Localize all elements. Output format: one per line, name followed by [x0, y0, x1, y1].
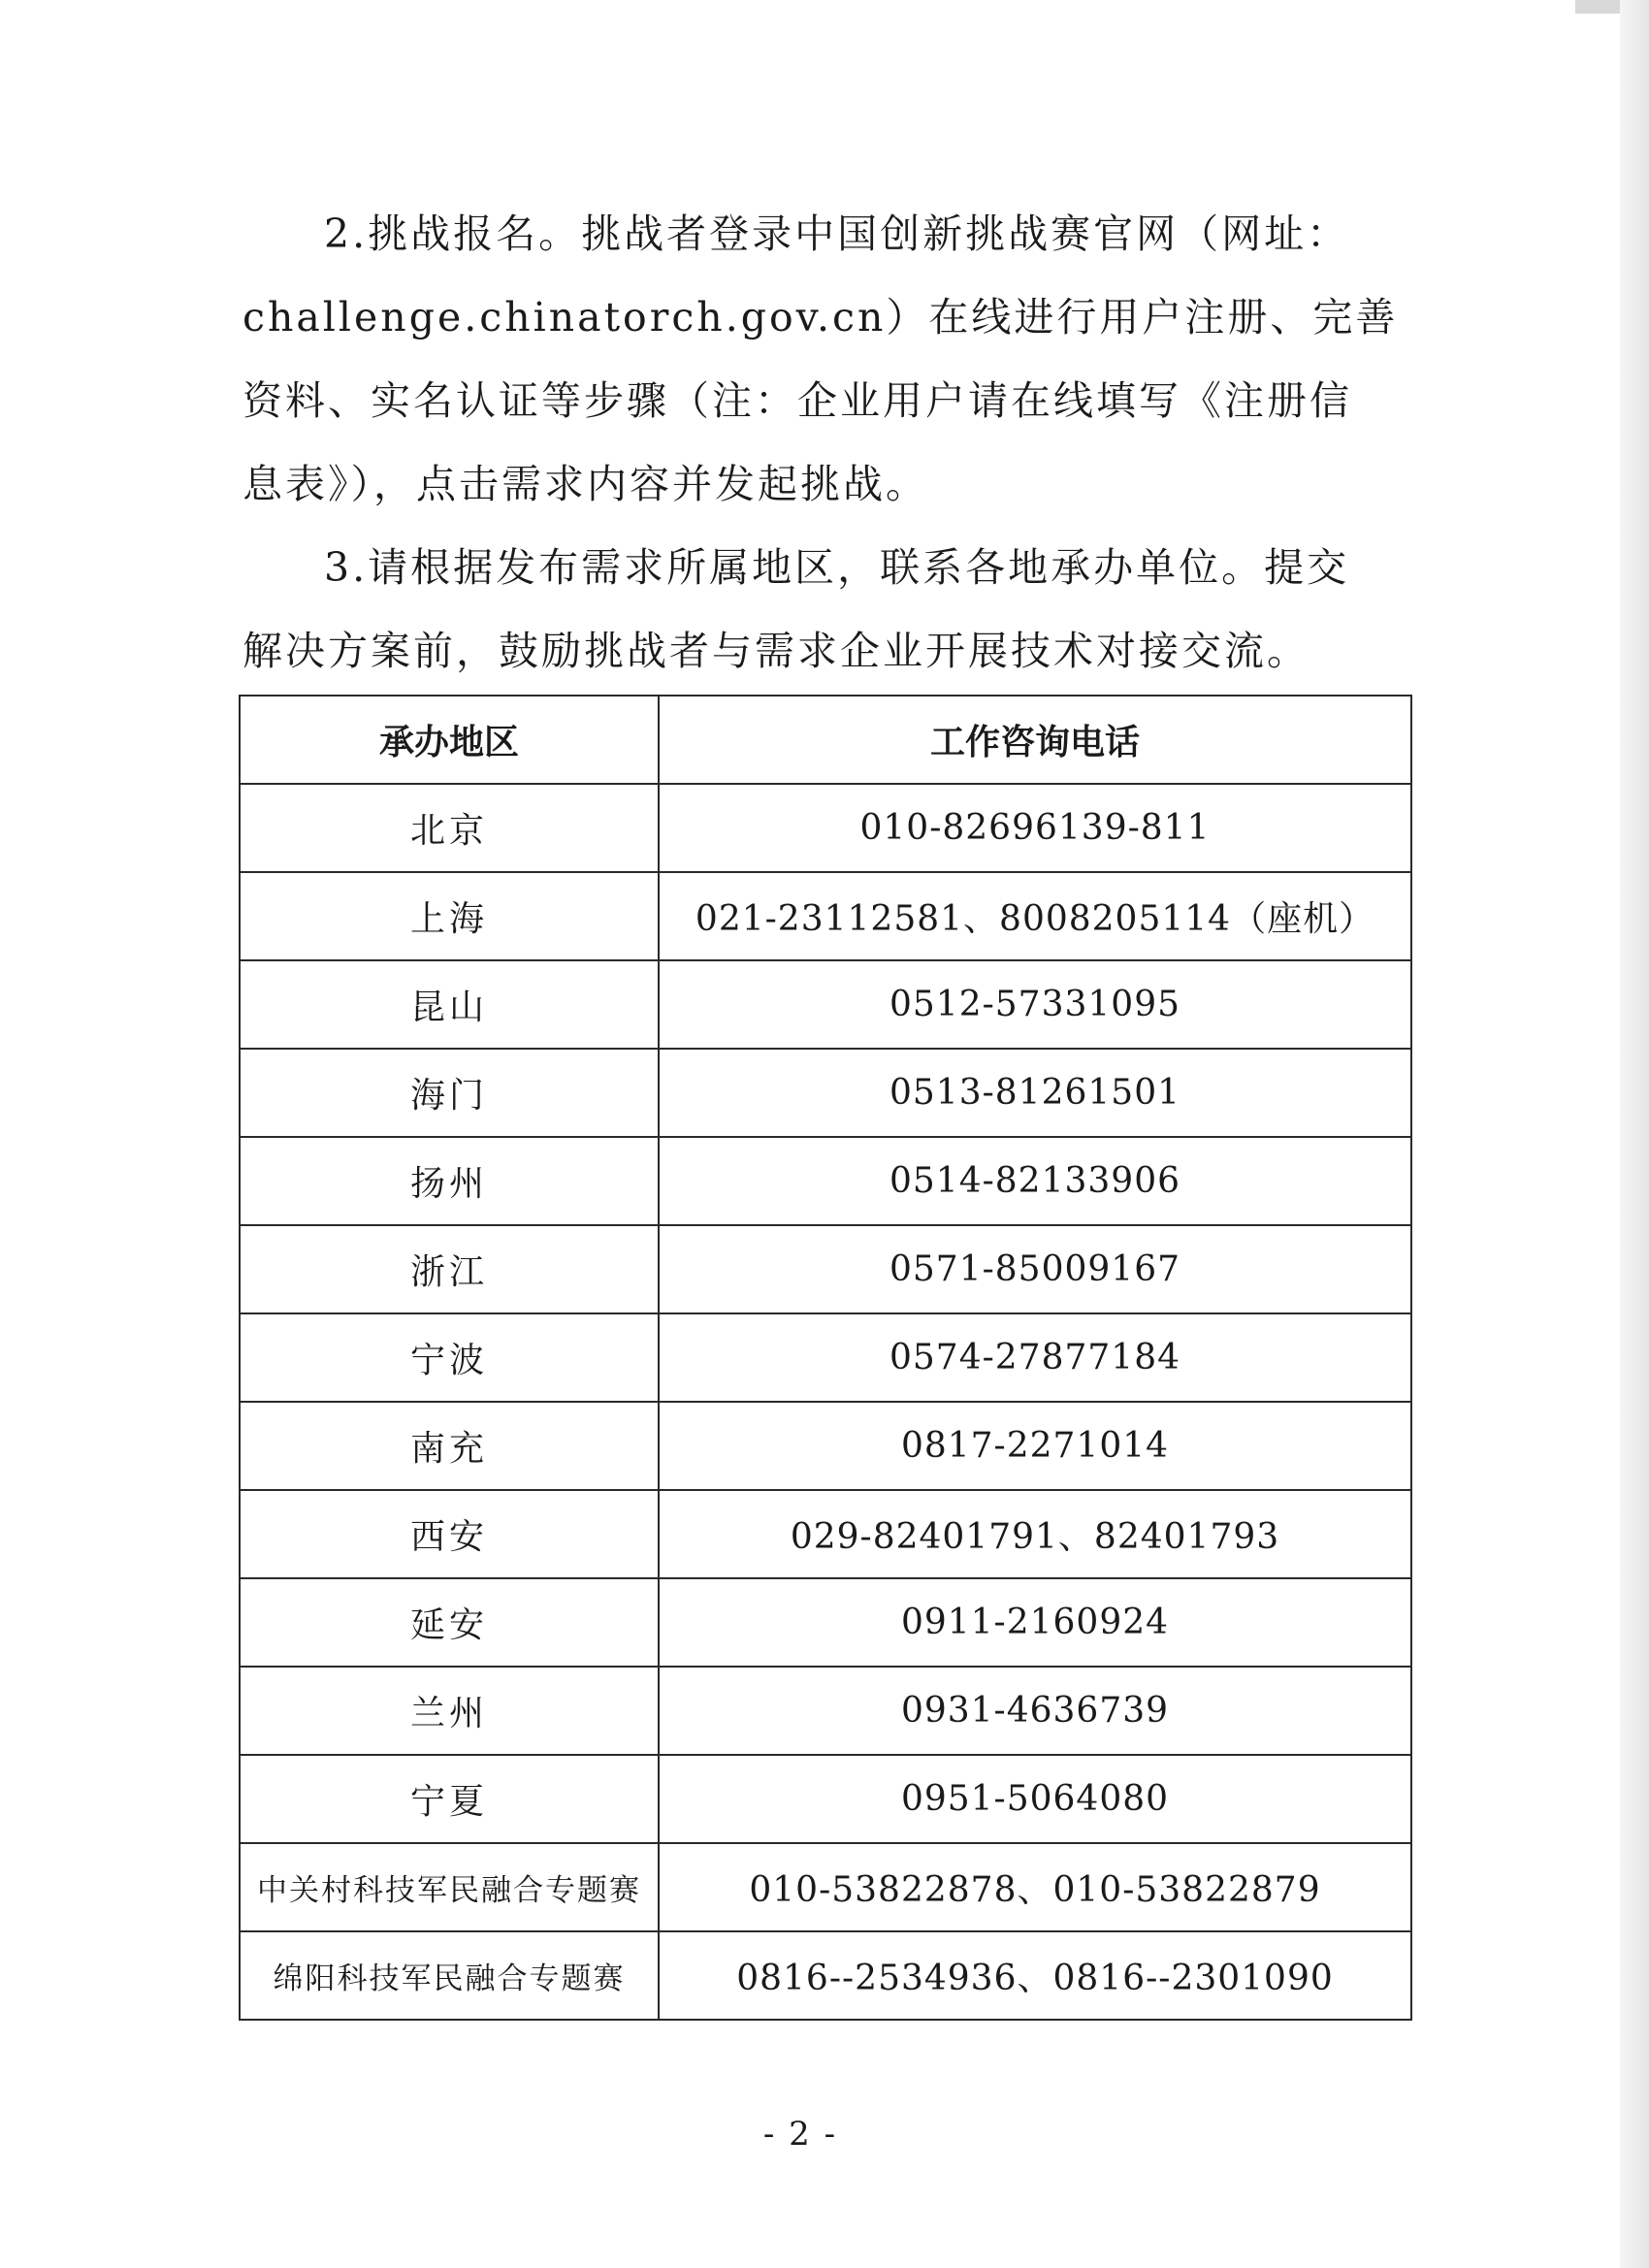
region-cell: 南充 [240, 1402, 659, 1490]
region-cell: 宁波 [240, 1313, 659, 1402]
table-row [240, 872, 1411, 960]
phone-cell: 0911-2160924 [659, 1578, 1411, 1667]
table-row [240, 1313, 1411, 1402]
region-cell: 浙江 [240, 1225, 659, 1313]
table-row [240, 784, 1411, 872]
table-row [240, 1137, 1411, 1225]
region-cell: 延安 [240, 1578, 659, 1667]
table-header-row [240, 696, 1411, 784]
region-cell: 西安 [240, 1490, 659, 1578]
page-number: - 2 - [762, 2115, 838, 2154]
table-row [240, 1225, 1411, 1313]
table-row [240, 1667, 1411, 1755]
paragraph-line: challenge.chinatorch.gov.cn）在线进行用户注册、完善 [242, 294, 1399, 340]
region-cell: 北京 [240, 784, 659, 872]
phone-cell: 0931-4636739 [659, 1667, 1411, 1755]
paragraph-line: 资料、实名认证等步骤（注：企业用户请在线填写《注册信 [242, 377, 1352, 424]
phone-cell: 0951-5064080 [659, 1755, 1411, 1843]
phone-cell: 0817-2271014 [659, 1402, 1411, 1490]
phone-cell: 0514-82133906 [659, 1137, 1411, 1225]
column-header-region: 承办地区 [240, 696, 659, 784]
table-row [240, 1931, 1411, 2020]
table-row [240, 1843, 1411, 1931]
table-row [240, 1578, 1411, 1667]
scan-border [1620, 0, 1649, 2268]
paragraph-line: 3.请根据发布需求所属地区，联系各地承办单位。提交 [324, 544, 1350, 591]
phone-cell: 0816--2534936、0816--2301090 [659, 1931, 1411, 2020]
region-cell: 宁夏 [240, 1755, 659, 1843]
region-cell: 兰州 [240, 1667, 659, 1755]
table-row [240, 1402, 1411, 1490]
table-row [240, 960, 1411, 1049]
table-row [240, 1755, 1411, 1843]
table-row [240, 1490, 1411, 1578]
region-cell: 扬州 [240, 1137, 659, 1225]
table-row [240, 1049, 1411, 1137]
paragraph-registration [242, 192, 1399, 526]
paragraph-line: 解决方案前，鼓励挑战者与需求企业开展技术对接交流。 [242, 628, 1310, 674]
region-cell: 绵阳科技军民融合专题赛 [240, 1931, 659, 2020]
phone-cell: 0574-27877184 [659, 1313, 1411, 1402]
column-header-phone: 工作咨询电话 [659, 696, 1411, 784]
phone-cell: 0513-81261501 [659, 1049, 1411, 1137]
phone-cell: 029-82401791、82401793 [659, 1490, 1411, 1578]
paragraph-contact [242, 526, 1358, 693]
region-cell: 中关村科技军民融合专题赛 [240, 1843, 659, 1931]
region-cell: 上海 [240, 872, 659, 960]
phone-cell: 010-82696139-811 [659, 784, 1411, 872]
region-cell: 昆山 [240, 960, 659, 1049]
region-cell: 海门 [240, 1049, 659, 1137]
scan-mark [1575, 0, 1620, 14]
contact-table [239, 695, 1412, 2021]
phone-cell: 021-23112581、8008205114（座机） [659, 872, 1411, 960]
phone-cell: 0512-57331095 [659, 960, 1411, 1049]
paragraph-line: 息表》），点击需求内容并发起挑战。 [242, 461, 928, 507]
phone-cell: 0571-85009167 [659, 1225, 1411, 1313]
phone-cell: 010-53822878、010-53822879 [659, 1843, 1411, 1931]
paragraph-line: 2.挑战报名。挑战者登录中国创新挑战赛官网（网址： [324, 211, 1350, 257]
